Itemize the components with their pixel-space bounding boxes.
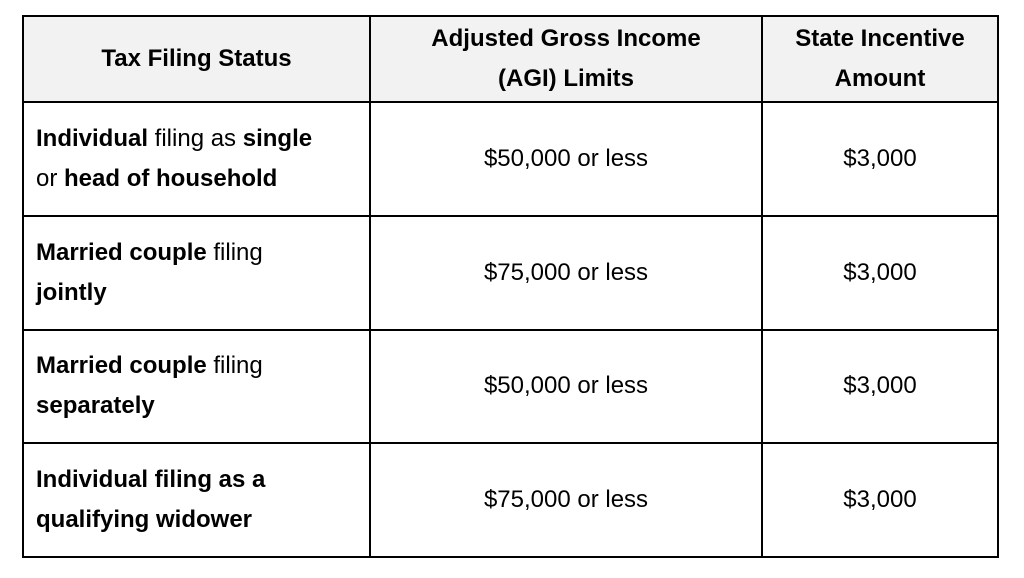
status-text: filing as bbox=[148, 124, 243, 152]
status-text: single bbox=[242, 124, 313, 152]
header-state-incentive bbox=[762, 16, 998, 102]
table-body bbox=[23, 102, 998, 557]
incentive-amount-cell: $3,000 bbox=[762, 216, 998, 330]
agi-limit-cell: $75,000 or less bbox=[370, 216, 762, 330]
header-row bbox=[23, 16, 998, 102]
status-text: qualifying widower bbox=[36, 506, 253, 534]
header-incentive-line2: Amount bbox=[834, 65, 926, 92]
header-incentive-line1: State Incentive bbox=[795, 25, 965, 52]
status-text: Married couple bbox=[36, 352, 207, 380]
status-text: separately bbox=[36, 392, 155, 420]
status-text: jointly bbox=[36, 278, 107, 306]
agi-limit-cell: $75,000 or less bbox=[370, 443, 762, 557]
incentive-amount-cell: $3,000 bbox=[762, 102, 998, 216]
header-agi-line2: (AGI) Limits bbox=[498, 65, 634, 92]
filing-status-cell bbox=[23, 443, 370, 557]
table-header bbox=[23, 16, 998, 102]
table-row bbox=[23, 216, 998, 330]
table-row bbox=[23, 330, 998, 444]
header-tax-filing-status bbox=[23, 16, 370, 102]
status-text: Individual filing as a bbox=[36, 466, 266, 494]
status-line bbox=[36, 119, 357, 159]
table-row bbox=[23, 443, 998, 557]
status-line bbox=[36, 386, 357, 426]
status-text: Individual bbox=[36, 124, 149, 152]
table-row bbox=[23, 102, 998, 216]
status-text: or bbox=[36, 164, 65, 192]
status-line bbox=[36, 233, 357, 273]
status-line bbox=[36, 159, 357, 199]
status-text: filing bbox=[206, 352, 263, 380]
status-text: head of household bbox=[64, 164, 278, 192]
status-text: filing bbox=[206, 238, 263, 266]
agi-limit-cell: $50,000 or less bbox=[370, 102, 762, 216]
agi-limit-cell: $50,000 or less bbox=[370, 330, 762, 444]
tax-incentive-table bbox=[22, 15, 999, 558]
filing-status-cell bbox=[23, 330, 370, 444]
incentive-amount-cell: $3,000 bbox=[762, 443, 998, 557]
status-line bbox=[36, 460, 357, 500]
status-line bbox=[36, 273, 357, 313]
filing-status-cell bbox=[23, 102, 370, 216]
header-status-label: Tax Filing Status bbox=[101, 45, 292, 72]
status-line bbox=[36, 346, 357, 386]
status-text: Married couple bbox=[36, 238, 207, 266]
filing-status-cell bbox=[23, 216, 370, 330]
status-line bbox=[36, 500, 357, 540]
header-agi-limits bbox=[370, 16, 762, 102]
header-agi-line1: Adjusted Gross Income bbox=[431, 25, 701, 52]
incentive-amount-cell: $3,000 bbox=[762, 330, 998, 444]
